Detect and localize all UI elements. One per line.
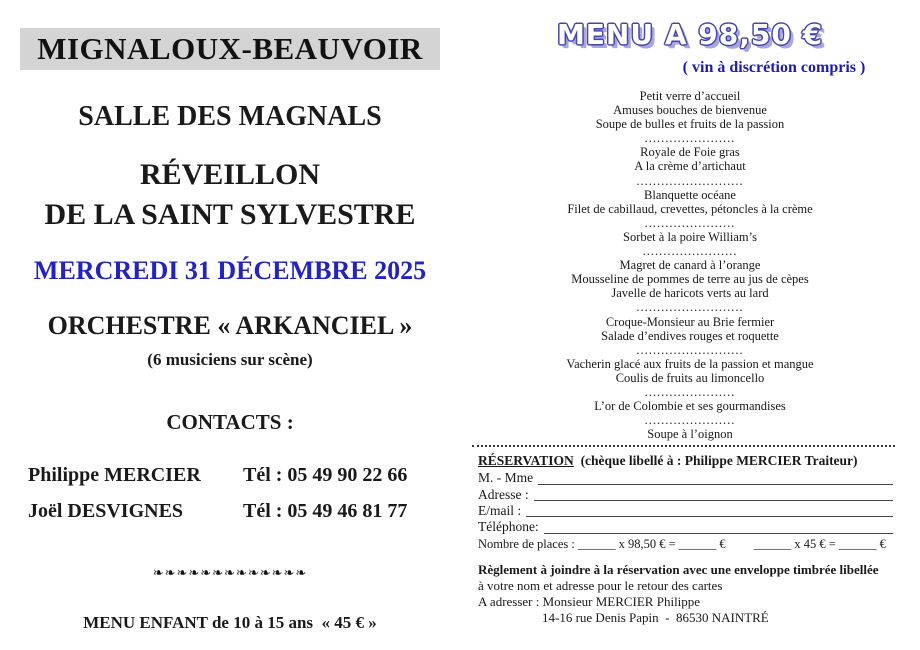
menu-item: Magret de canard à l’orange: [619, 258, 761, 273]
contact-name: Joël DESVIGNES: [28, 500, 184, 522]
reservation-section: [460, 447, 920, 552]
menu-item: Royale de Foie gras: [640, 145, 740, 160]
menu-item: A la crème d’artichaut: [634, 159, 746, 174]
contact-phone: Tél : 05 49 90 22 66: [243, 464, 408, 486]
event-date: MERCREDI 31 DÉCEMBRE 2025: [33, 256, 427, 285]
send-to-line: A adresser : Monsieur MERCIER Philippe: [478, 594, 701, 610]
field-label: Adresse :: [478, 486, 529, 502]
contacts-heading: CONTACTS :: [166, 410, 294, 434]
contacts-list: [0, 462, 460, 524]
menu-item: L’or de Colombie et ses gourmandises: [594, 399, 786, 414]
fill-in-line: [526, 505, 893, 517]
event-title: [0, 155, 460, 235]
menu-separator: ......................: [644, 413, 736, 428]
address-line: 14-16 rue Denis Papin - 86530 NAINTRÉ: [542, 610, 769, 626]
menu-separator: ......................: [644, 131, 736, 146]
menu-item: Vacherin glacé aux fruits de la passion et mangue: [566, 356, 814, 371]
reservation-form: [478, 470, 893, 535]
ornament-divider: ❧❧❧❧❧❧❧❧❧❧❧❧❧: [152, 565, 308, 580]
reservation-field-row: [478, 519, 893, 535]
contact-row: [28, 462, 432, 488]
contact-name: Philippe MERCIER: [28, 464, 201, 486]
menu-subtitle: ( vin à discrétion compris ): [682, 59, 866, 76]
menu-item: Soupe de bulles et fruits de la passion: [595, 117, 785, 132]
menu-item: Salade d’endives rouges et roquette: [601, 328, 779, 343]
menu-item: Soupe à l’oignon: [647, 427, 733, 442]
menu-panel: [460, 0, 920, 650]
fill-in-line: [544, 522, 893, 534]
town-title: MIGNALOUX-BEAUVOIR: [37, 31, 423, 66]
places-line: Nombre de places : ______ x 98,50 € = ______ € ______ x 45 € = ______ €: [478, 536, 886, 551]
orchestra-title: ORCHESTRE « ARKANCIEL »: [47, 311, 413, 340]
reservation-field-row: [478, 503, 893, 519]
orchestra-note: (6 musiciens sur scène): [147, 350, 313, 369]
reservation-field-row: [478, 470, 893, 486]
event-title-line1: RÉVEILLON: [139, 158, 321, 191]
field-label: Téléphone:: [478, 519, 539, 535]
menu-separator: ......................: [644, 215, 736, 230]
menu-separator: .......................: [642, 244, 738, 259]
menu-separator: ..........................: [636, 300, 744, 315]
menu-separator: ......................: [644, 384, 736, 399]
menu-item: Blanquette océane: [644, 187, 736, 202]
reservation-heading: [478, 452, 893, 470]
menu-price-title: MENU A 98,50 €: [556, 18, 824, 51]
reservation-title: RÉSERVATION: [478, 453, 574, 469]
menu-item: Amuses bouches de bienvenue: [613, 103, 767, 118]
menu-item: Mousseline de pommes de terre au jus de cèpes: [571, 272, 809, 287]
town-title-box: [20, 28, 440, 70]
child-menu-note: MENU ENFANT de 10 à 15 ans « 45 € »: [83, 613, 377, 632]
menu-item: Coulis de fruits au limoncello: [615, 370, 765, 385]
field-label: E/mail :: [478, 502, 522, 518]
venue-title: SALLE DES MAGNALS: [78, 101, 382, 132]
reservation-note: (chèque libellé à : Philippe MERCIER Traiteur): [573, 453, 858, 469]
menu-item: Croque-Monsieur au Brie fermier: [605, 314, 775, 329]
payment-note-line2: à votre nom et adresse pour le retour des cartes: [478, 578, 723, 594]
menu-course-list: [460, 89, 920, 441]
payment-footer: [460, 552, 920, 626]
menu-item: Javelle de haricots verts au lard: [611, 286, 769, 301]
event-title-line2: DE LA SAINT SYLVESTRE: [44, 198, 416, 231]
reservation-field-row: [478, 487, 893, 503]
menu-separator: ..........................: [636, 173, 744, 188]
fill-in-line: [534, 489, 893, 501]
contact-phone: Tél : 05 49 46 81 77: [243, 500, 408, 522]
field-label: M. - Mme: [478, 470, 534, 486]
menu-item: Petit verre d’accueil: [639, 89, 741, 103]
contact-row: [28, 498, 432, 524]
menu-item: Filet de cabillaud, crevettes, pétoncles à la crème: [567, 201, 813, 216]
payment-note-line1: Règlement à joindre à la réservation avec une enveloppe timbrée libellée: [478, 562, 879, 578]
menu-separator: ..........................: [636, 342, 744, 357]
menu-item: Sorbet à la poire William’s: [623, 229, 757, 244]
fill-in-line: [538, 473, 893, 485]
